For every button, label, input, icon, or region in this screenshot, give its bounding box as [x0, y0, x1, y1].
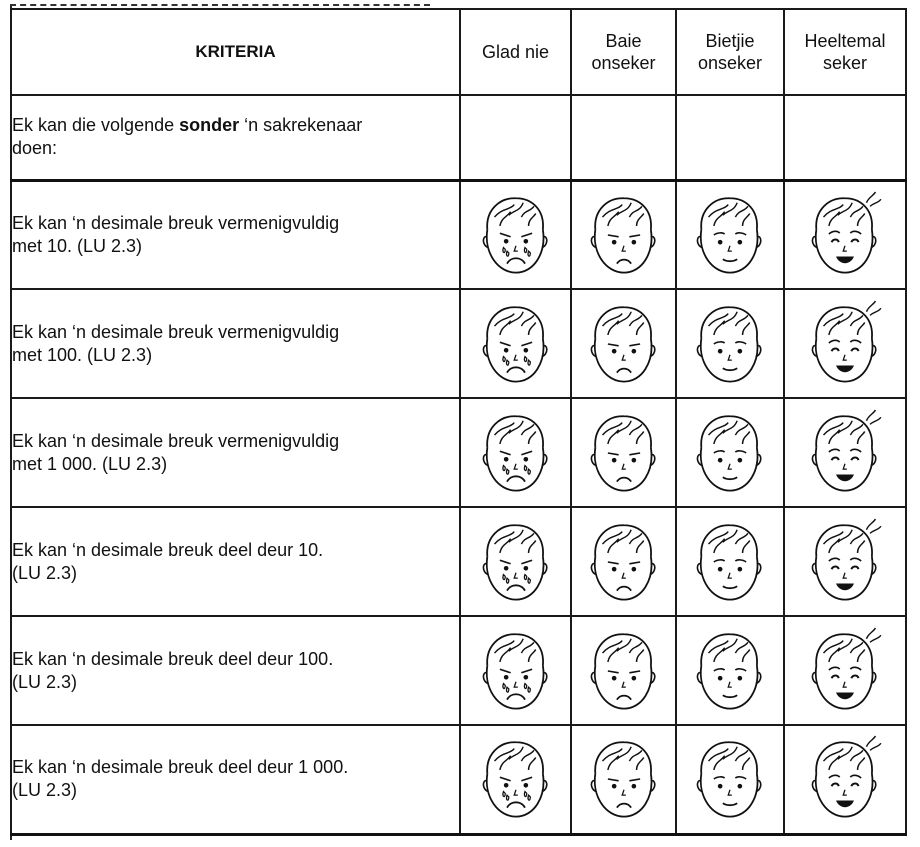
criteria-text [11, 725, 460, 834]
rating-cell[interactable] [784, 616, 906, 725]
criteria-row [11, 507, 906, 616]
criteria-line: met 10. (LU 2.3) [12, 235, 143, 256]
rating-cell[interactable] [571, 180, 676, 289]
criteria-line: (LU 2.3) [12, 780, 78, 801]
rating-cell[interactable] [571, 616, 676, 725]
rating-cell[interactable] [571, 398, 676, 507]
criteria-header: KRITERIA [11, 9, 460, 95]
rating-cell[interactable] [460, 180, 571, 289]
laughing-face-icon [785, 189, 905, 281]
criteria-row [11, 616, 906, 725]
criteria-body [11, 180, 906, 834]
rating-cell[interactable] [676, 289, 784, 398]
laughing-face-icon [785, 625, 905, 717]
laughing-face-icon [785, 516, 905, 608]
rating-cell[interactable] [784, 289, 906, 398]
scale-header-bietjie-onseker [676, 9, 784, 95]
rating-cell[interactable] [460, 398, 571, 507]
criteria-text [11, 507, 460, 616]
scale-header-baie-onseker [571, 9, 676, 95]
criteria-row [11, 289, 906, 398]
crying-face-icon [461, 407, 570, 499]
scale-header-heeltemal-seker [784, 9, 906, 95]
rating-cell[interactable] [571, 507, 676, 616]
rating-cell[interactable] [460, 616, 571, 725]
sad-face-icon [572, 516, 675, 608]
criteria-text [11, 398, 460, 507]
intro-row [11, 95, 906, 180]
smiling-face-icon [677, 189, 783, 281]
smiling-face-icon [677, 298, 783, 390]
criteria-row [11, 180, 906, 289]
rating-cell[interactable] [676, 180, 784, 289]
intro-bold: sonder [179, 115, 240, 136]
intro-prefix: Ek kan die volgende [12, 115, 180, 136]
header-row [11, 9, 906, 95]
criteria-line: (LU 2.3) [12, 562, 78, 583]
intro-line2: doen: [12, 138, 58, 159]
rating-cell[interactable] [571, 725, 676, 834]
sad-face-icon [572, 407, 675, 499]
criteria-line: met 100. (LU 2.3) [12, 344, 153, 365]
self-assessment-table [10, 8, 907, 836]
sad-face-icon [572, 625, 675, 717]
criteria-text [11, 289, 460, 398]
empty-cell [676, 95, 784, 180]
rating-cell[interactable] [784, 398, 906, 507]
smiling-face-icon [677, 407, 783, 499]
rating-cell[interactable] [676, 725, 784, 834]
criteria-row [11, 725, 906, 834]
scale-label: Bietjie onseker [697, 31, 763, 73]
criteria-line: met 1 000. (LU 2.3) [12, 453, 168, 474]
laughing-face-icon [785, 298, 905, 390]
rating-cell[interactable] [460, 725, 571, 834]
laughing-face-icon [785, 733, 905, 825]
rating-cell[interactable] [784, 507, 906, 616]
rating-cell[interactable] [784, 180, 906, 289]
criteria-line: (LU 2.3) [12, 671, 78, 692]
intro-text [11, 95, 460, 180]
crying-face-icon [461, 625, 570, 717]
criteria-line: Ek kan ‘n desimale breuk deel deur 1 000. [12, 757, 349, 778]
smiling-face-icon [677, 516, 783, 608]
laughing-face-icon [785, 407, 905, 499]
rating-cell[interactable] [676, 398, 784, 507]
rating-cell[interactable] [676, 616, 784, 725]
criteria-text [11, 616, 460, 725]
rating-cell[interactable] [784, 725, 906, 834]
criteria-row [11, 398, 906, 507]
cut-line-top [10, 4, 430, 6]
criteria-text [11, 180, 460, 289]
scale-label: Heeltemal seker [804, 31, 886, 73]
empty-cell [784, 95, 906, 180]
smiling-face-icon [677, 625, 783, 717]
sad-face-icon [572, 733, 675, 825]
crying-face-icon [461, 733, 570, 825]
sad-face-icon [572, 298, 675, 390]
empty-cell [571, 95, 676, 180]
crying-face-icon [461, 298, 570, 390]
scale-label: Glad nie [481, 42, 550, 62]
criteria-line: Ek kan ‘n desimale breuk vermenigvuldig [12, 212, 340, 233]
crying-face-icon [461, 189, 570, 281]
crying-face-icon [461, 516, 570, 608]
rating-cell[interactable] [460, 507, 571, 616]
empty-cell [460, 95, 571, 180]
scale-label: Baie onseker [591, 31, 656, 73]
sad-face-icon [572, 189, 675, 281]
intro-suffix: ‘n sakrekenaar [239, 115, 363, 136]
criteria-line: Ek kan ‘n desimale breuk deel deur 10. [12, 539, 324, 560]
rating-cell[interactable] [676, 507, 784, 616]
rating-cell[interactable] [571, 289, 676, 398]
scale-header-glad-nie [460, 9, 571, 95]
criteria-line: Ek kan ‘n desimale breuk vermenigvuldig [12, 430, 340, 451]
smiling-face-icon [677, 733, 783, 825]
criteria-line: Ek kan ‘n desimale breuk vermenigvuldig [12, 321, 340, 342]
rating-cell[interactable] [460, 289, 571, 398]
criteria-line: Ek kan ‘n desimale breuk deel deur 100. [12, 648, 334, 669]
